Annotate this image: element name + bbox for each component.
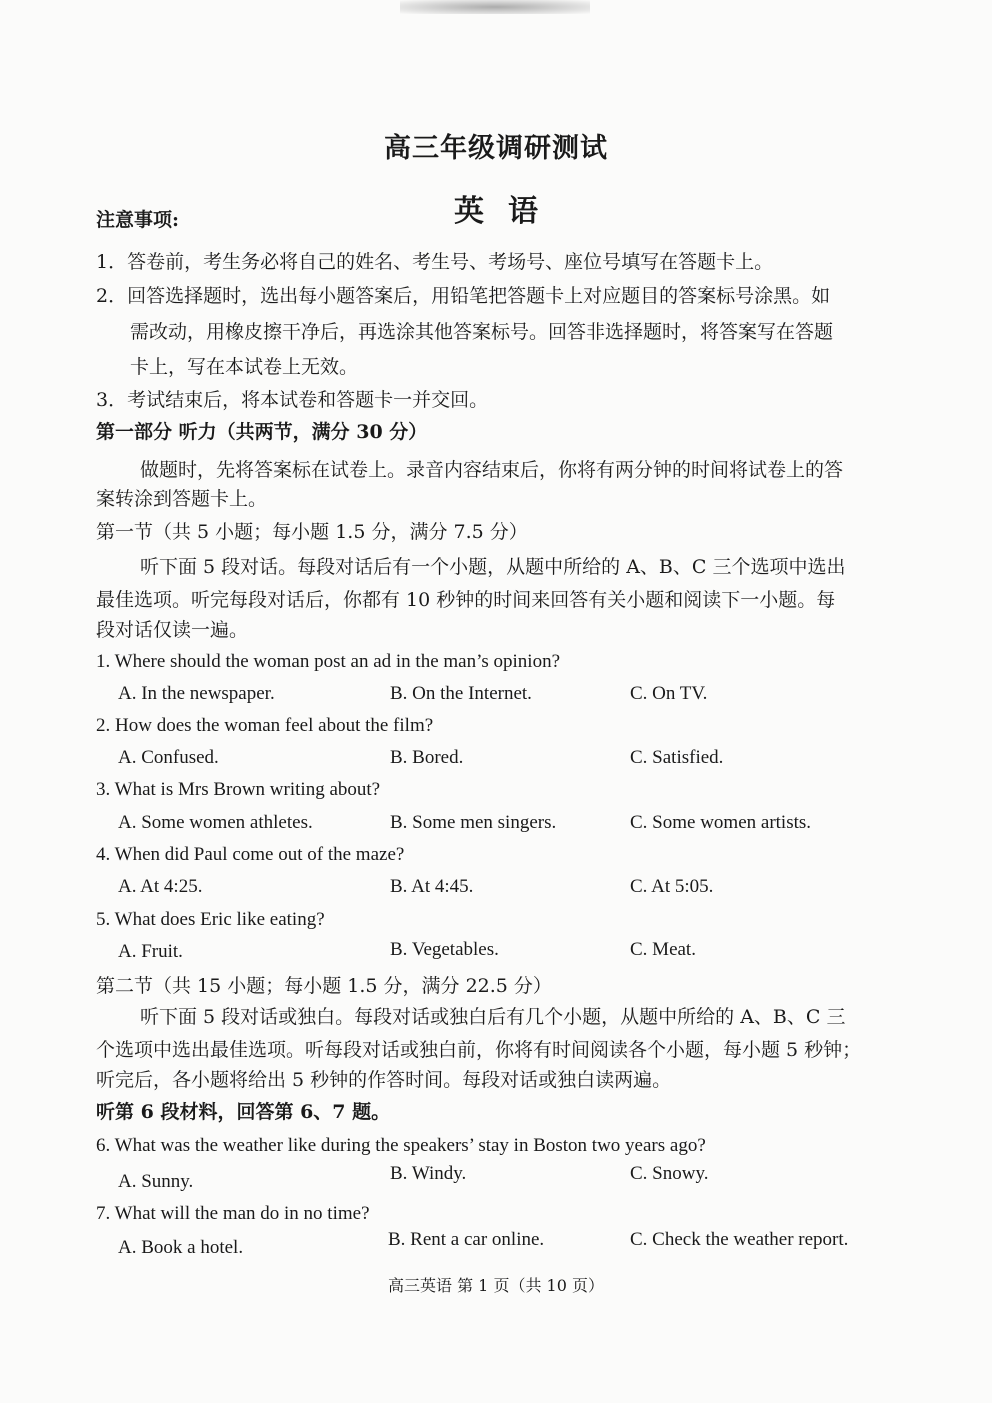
part1-heading: 第一部分 听力（共两节，满分 30 分）: [96, 421, 428, 443]
section2-heading: 第二节（共 15 小题；每小题 1.5 分，满分 22.5 分）: [96, 975, 552, 997]
section1-intro: 最佳选项。听完每段对话后，你都有 10 秒钟的时间来回答有关小题和阅读下一小题。每: [96, 589, 836, 611]
notice-item: 1．答卷前，考生务必将自己的姓名、考生号、考场号、座位号填写在答题卡上。: [96, 251, 774, 273]
option-a: A. Some women athletes.: [118, 812, 313, 833]
subject-char: 语: [508, 194, 538, 229]
option-c: C. Snowy.: [630, 1163, 709, 1184]
option-b: B. At 4:45.: [390, 876, 474, 897]
option-a: A. At 4:25.: [118, 876, 203, 897]
question-stem: 2. How does the woman feel about the film?: [96, 715, 434, 736]
question-stem: 1. Where should the woman post an ad in the man’s opinion?: [96, 651, 561, 672]
option-a: A. Fruit.: [118, 941, 183, 962]
option-c: C. Satisfied.: [630, 747, 724, 768]
section1-heading: 第一节（共 5 小题；每小题 1.5 分，满分 7.5 分）: [96, 521, 528, 543]
option-c: C. On TV.: [630, 683, 708, 704]
subject-char: 英: [454, 194, 484, 229]
section1-intro: 段对话仅读一遍。: [96, 619, 249, 641]
option-b: B. Rent a car online.: [388, 1229, 545, 1250]
part1-intro: 案转涂到答题卡上。: [96, 488, 268, 510]
notice-item: 2．回答选择题时，选出每小题答案后，用铅笔把答题卡上对应题目的答案标号涂黑。如: [96, 285, 831, 307]
section2-intro: 听完后，各小题将给出 5 秒钟的作答时间。每段对话或独白读两遍。: [96, 1069, 672, 1091]
option-b: B. Some men singers.: [390, 812, 557, 833]
option-a: A. Book a hotel.: [118, 1237, 244, 1258]
notice-item: 需改动，用橡皮擦干净后，再选涂其他答案标号。回答非选择题时，将答案写在答题: [130, 321, 834, 343]
option-b: B. Vegetables.: [390, 939, 499, 960]
page-footer: 高三英语 第 1 页（共 10 页）: [388, 1276, 604, 1295]
question-stem: 5. What does Eric like eating?: [96, 909, 325, 930]
option-c: C. Some women artists.: [630, 812, 812, 833]
option-a: A. In the newspaper.: [118, 683, 275, 704]
question-stem: 6. What was the weather like during the speakers’ stay in Boston two years ago?: [96, 1135, 706, 1156]
option-a: A. Confused.: [118, 747, 219, 768]
part1-intro: 做题时，先将答案标在试卷上。录音内容结束后，你将有两分钟的时间将试卷上的答: [140, 459, 844, 481]
section1-intro: 听下面 5 段对话。每段对话后有一个小题，从题中所给的 A、B、C 三个选项中选出: [140, 556, 846, 578]
option-b: B. Windy.: [390, 1163, 467, 1184]
notice-item: 3．考试结束后，将本试卷和答题卡一并交回。: [96, 389, 489, 411]
option-c: C. At 5:05.: [630, 876, 714, 897]
section2-intro: 听下面 5 段对话或独白。每段对话或独白后有几个小题，从题中所给的 A、B、C 三: [140, 1006, 846, 1028]
scan-artifact: [400, 0, 590, 14]
option-b: B. Bored.: [390, 747, 464, 768]
question-stem: 3. What is Mrs Brown writing about?: [96, 779, 381, 800]
option-a: A. Sunny.: [118, 1171, 194, 1192]
exam-title: 高三年级调研测试: [384, 133, 608, 164]
option-c: C. Meat.: [630, 939, 696, 960]
notice-item: 卡上，写在本试卷上无效。: [130, 356, 359, 378]
material-note: 听第 6 段材料，回答第 6、7 题。: [96, 1101, 391, 1123]
question-stem: 7. What will the man do in no time?: [96, 1203, 370, 1224]
option-c: C. Check the weather report.: [630, 1229, 849, 1250]
option-b: B. On the Internet.: [390, 683, 532, 704]
section2-intro: 个选项中选出最佳选项。听每段对话或独白前，你将有时间阅读各个小题，每小题 5 秒钟；: [96, 1039, 862, 1061]
question-stem: 4. When did Paul come out of the maze?: [96, 844, 405, 865]
notice-heading: 注意事项:: [96, 209, 180, 231]
